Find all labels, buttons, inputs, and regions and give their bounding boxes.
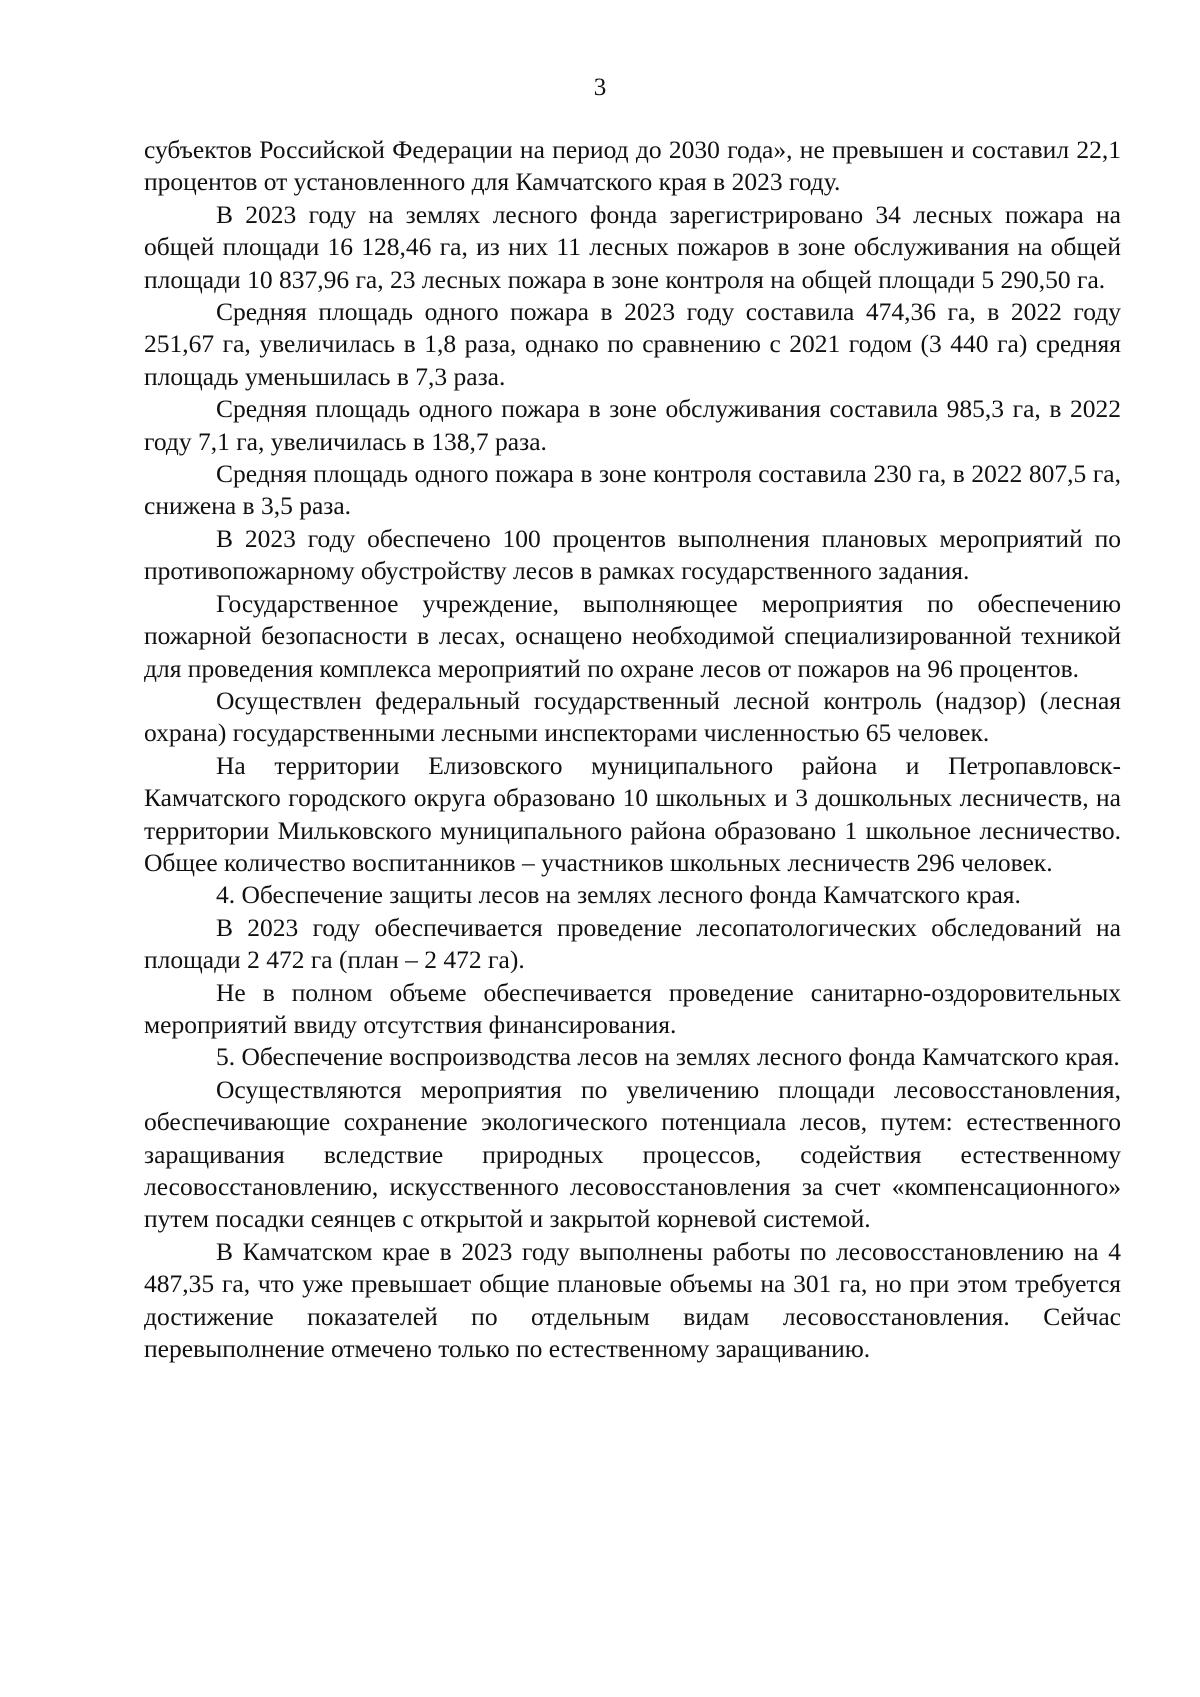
paragraph-reforestation-results: В Камчатском крае в 2023 году выполнены работы по лесовосстановлению на 4 487,35 га, что уже превышает общие плановые объемы на 301 га, но при этом требуется достижение показателей по отдельным видам лесовосстановления. Сейчас перевыполнение отмечено только по естественному заращиванию. [144,1236,1121,1364]
paragraph-fire-prevention-measures: В 2023 году обеспечено 100 процентов выполнения плановых мероприятий по противопожарному обустройству лесов в рамках государственного задания. [144,523,1121,586]
paragraph-section-4-heading: 4. Обеспечение защиты лесов на землях лесного фонда Камчатского края. [216,880,1021,910]
paragraph-equipment-provision: Государственное учреждение, выполняющее мероприятия по обеспечению пожарной безопасности в лесах, оснащено необходимой специализированной техникой для проведения комплекса мероприятий по охране лесов от пожаров на 96 процентов. [144,588,1121,683]
paragraph-sanitary-measures: Не в полном объеме обеспечивается проведение санитарно-оздоровительных мероприятий ввиду отсутствия финансирования. [144,977,1121,1039]
document-body [144,134,1121,1365]
paragraph-forest-control: Осуществлен федеральный государственный лесной контроль (надзор) (лесная охрана) государственными лесными инспекторами численностью 65 человек. [144,685,1121,748]
paragraph-continuation: субъектов Российской Федерации на период до 2030 года», не превышен и составил 22,1 процентов от установленного для Камчатского края в 2023 году. [144,135,1121,197]
page-number: 3 [593,74,607,101]
paragraph-school-forestries: На территории Елизовского муниципального района и Петропавловск-Камчатского городского округа образовано 10 школьных и 3 дошкольных лесничеств, на территории Мильковского муниципального района образовано 1 школьное лесничество. Общее количество воспитанников – участников школьных лесничеств 296 человек. [144,750,1121,877]
paragraph-service-zone-average: Средняя площадь одного пожара в зоне обслуживания составила 985,3 га, в 2022 году 7,1 га, увеличилась в 138,7 раза. [144,394,1121,456]
paragraph-reforestation-methods: Осуществляются мероприятия по увеличению площади лесовосстановления, обеспечивающие сохранение экологического потенциала лесов, путем: естественного заращивания вследствие природных процессов, содействия естественному лесовосстановлению, искусственного лесовосстановления за счет «компенсационного» путем посадки сеянцев с открытой и закрытой корневой системой. [144,1074,1121,1234]
paragraph-average-fire-area: Средняя площадь одного пожара в 2023 году составила 474,36 га, в 2022 году 251,67 га, увеличилась в 1,8 раза, однако по сравнению с 2021 годом (3 440 га) средняя площадь уменьшилась в 7,3 раза. [144,297,1121,391]
paragraph-section-5-heading: 5. Обеспечение воспроизводства лесов на землях лесного фонда Камчатского края. [216,1042,1120,1072]
paragraph-control-zone-average: Средняя площадь одного пожара в зоне контроля составила 230 га, в 2022 807,5 га, снижена в 3,5 раза. [144,459,1121,521]
paragraph-forest-fires-2023: В 2023 году на землях лесного фонда зарегистрировано 34 лесных пожара на общей площади 16 128,46 га, из них 11 лесных пожаров в зоне обслуживания на общей площади 10 837,96 га, 23 лесных пожара в зоне контроля на общей площади 5 290,50 га. [144,199,1121,294]
paragraph-forest-pathology-surveys: В 2023 году обеспечивается проведение лесопатологических обследований на площади 2 472 га (план – 2 472 га). [144,912,1121,975]
